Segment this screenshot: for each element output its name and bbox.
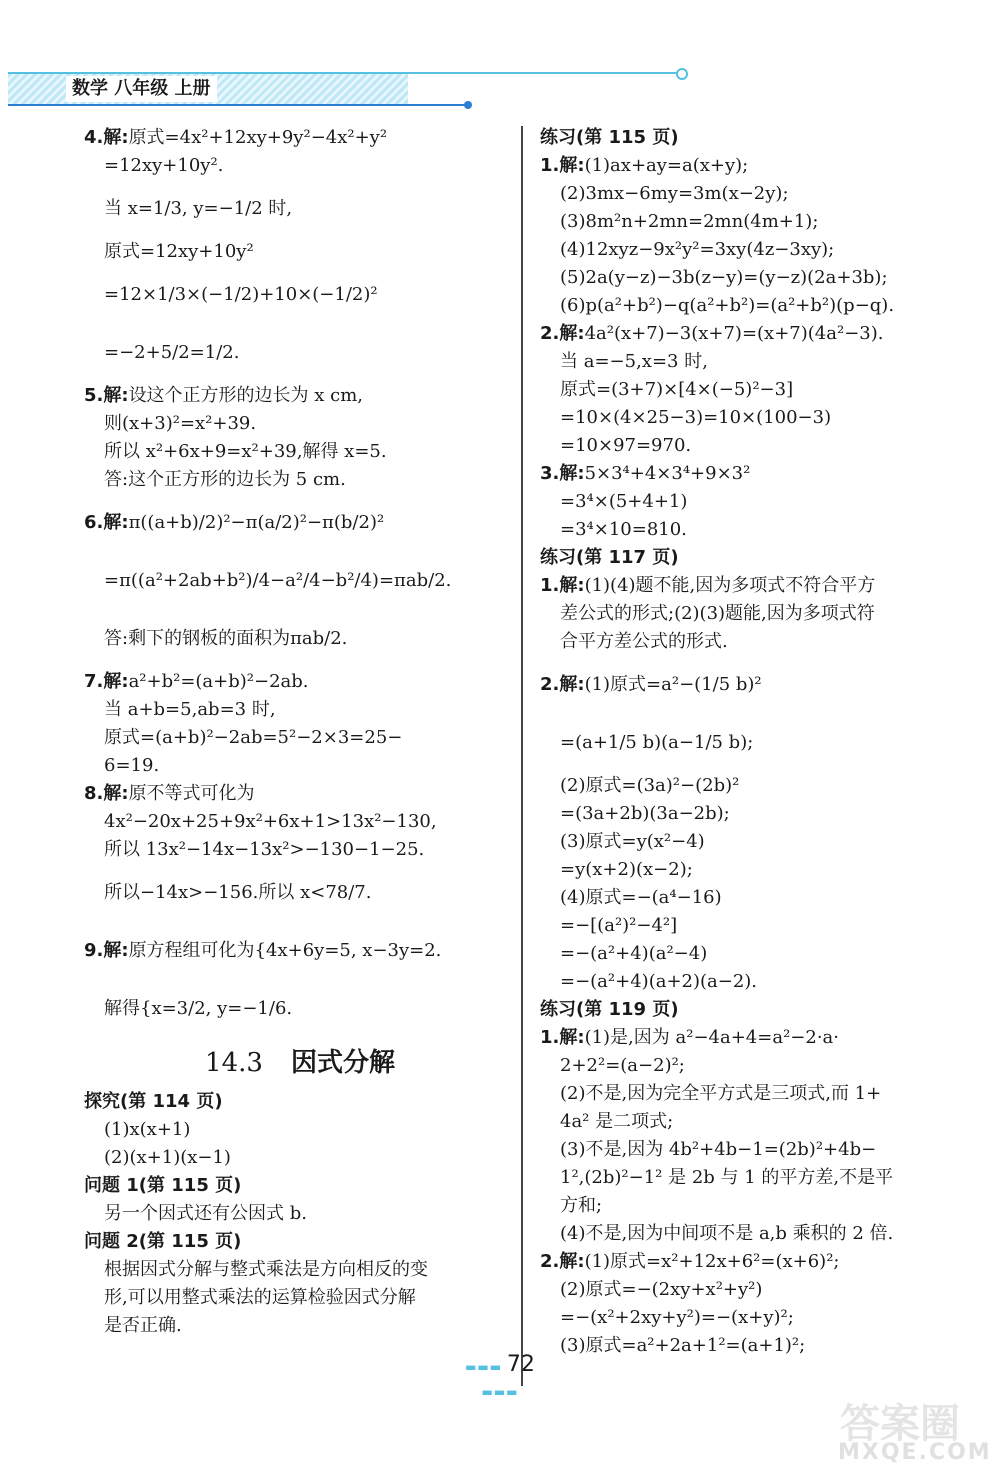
header-dot-icon [676,68,688,80]
answer-line: 4a² 是二项式; [560,1111,674,1132]
left-answers-2 [84,1088,516,1340]
answer-label: 练习(第 117 页) [540,547,679,568]
answer-text: a²+b²=(a+b)²−2ab. [128,671,309,692]
answer-line: (2)原式=−(2xy+x²+y²) [560,1279,763,1300]
answer-line [540,152,992,180]
answer-label: 1.解: [540,1027,585,1048]
answer-line: =10×(4×25−3)=10×(100−3) [560,407,832,428]
answer-line: 是否正确. [104,1315,182,1336]
answer-line [84,1172,516,1200]
answer-label: 3.解: [540,463,585,484]
answer-line: 根据因式分解与整式乘法是方向相反的变 [104,1259,428,1280]
answer-text: 5×3⁴+4×3⁴+9×3² [584,463,751,484]
answer-line: (6)p(a²+b²)−q(a²+b²)=(a²+b²)(p−q). [560,295,895,316]
answer-line: 6=19. [104,755,160,776]
answer-line: =12×1/3×(−1/2)+10×(−1/2)² [104,284,378,305]
answer-line: (2)原式=(3a)²−(2b)² [560,775,740,796]
answer-line: 方和; [560,1195,603,1216]
answer-line: (2)3mx−6my=3m(x−2y); [560,183,789,204]
answer-label: 6.解: [84,512,129,533]
answer-label: 7.解: [84,671,129,692]
answer-line [84,922,516,980]
answer-text: π((a+b)/2)²−π(a/2)²−π(b/2)² [128,512,385,533]
answer-line [84,382,516,410]
watermark-logo: 答案圈 [840,1401,960,1447]
answer-label: 9.解: [84,940,129,961]
answer-label: 练习(第 119 页) [540,999,679,1020]
answer-line: 差公式的形式;(2)(3)题能,因为多项式符 [560,603,875,624]
answer-line: 答:剩下的钢板的面积为πab/2. [104,628,348,649]
answer-label: 1.解: [540,575,585,596]
answer-label: 2.解: [540,323,585,344]
answer-line: (4)12xyz−9x²y²=3xy(4z−3xy); [560,239,835,260]
answer-line [540,320,992,348]
answer-line: =3⁴×(5+4+1) [560,491,688,512]
answer-text: (1)原式=x²+12x+6²=(x+6)²; [584,1251,840,1272]
answer-line: =3⁴×10=810. [560,519,687,540]
page-number [448,1352,552,1402]
right-answers [540,124,992,1360]
left-column [84,124,516,1340]
answer-text: (1)是,因为 a²−4a+4=a²−2·a· [584,1027,839,1048]
answer-line: 2+2²=(a−2)²; [560,1055,685,1076]
answer-line [540,656,992,714]
answer-line [84,668,516,696]
answer-line: 所以−14x>−156.所以 x<78/7. [104,882,372,903]
answer-line [84,494,516,552]
answer-label: 问题 2(第 115 页) [84,1231,242,1252]
header-dot-icon [464,101,472,109]
answer-line: =−(a²+4)(a+2)(a−2). [560,971,758,992]
answer-text: (1)(4)题不能,因为多项式不符合平方 [584,575,876,596]
answer-line: 原式=(a+b)²−2ab=5²−2×3=25− [104,727,403,748]
answer-line: 4x²−20x+25+9x²+6x+1>13x²−130, [104,811,437,832]
answer-label: 5.解: [84,385,129,406]
answer-line: =−(a²+4)(a²−4) [560,943,708,964]
answer-line: 所以 x²+6x+9=x²+39,解得 x=5. [104,441,387,462]
header-rule-bottom [8,104,468,106]
answer-label: 8.解: [84,783,129,804]
answer-line: =−[(a²)²−4²] [560,915,678,936]
answer-line: (1)x(x+1) [104,1119,191,1140]
answer-line: 1²,(2b)²−1² 是 2b 与 1 的平方差,不是平 [560,1167,894,1188]
answer-line: (2)不是,因为完全平方式是三项式,而 1+ [560,1083,882,1104]
answer-line: 答:这个正方形的边长为 5 cm. [104,469,346,490]
answer-line: 形,可以用整式乘法的运算检验因式分解 [104,1287,416,1308]
answer-text: 设这个正方形的边长为 x cm, [128,385,364,406]
answer-line: =(a+1/5 b)(a−1/5 b); [560,732,754,753]
right-column [540,124,992,1360]
section-heading [84,1042,516,1084]
answer-line: (4)不是,因为中间项不是 a,b 乘积的 2 倍. [560,1223,894,1244]
answer-line: 则(x+3)²=x²+39. [104,413,257,434]
answer-label: 问题 1(第 115 页) [84,1175,242,1196]
answer-line: 原式=(3+7)×[4×(−5)²−3] [560,379,794,400]
answer-line: (3)8m²n+2mn=2mn(4m+1); [560,211,819,232]
answer-line [540,460,992,488]
page-deco-icon: ▬▬▬ [481,1385,519,1399]
answer-line: (4)原式=−(a⁴−16) [560,887,722,908]
answer-label: 4.解: [84,127,129,148]
answer-text: (1)原式=a²−(1/5 b)² [584,674,762,695]
answer-line: =(3a+2b)(3a−2b); [560,803,730,824]
answer-line [84,780,516,808]
answer-line: (3)原式=a²+2a+1²=(a+1)²; [560,1335,806,1356]
answer-line [540,1024,992,1052]
watermark-url: MXQE.COM [838,1440,992,1465]
answer-label: 练习(第 115 页) [540,127,679,148]
answer-line: 合平方差公式的形式. [560,631,728,652]
answer-line: =π((a²+2ab+b²)/4−a²/4−b²/4)=πab/2. [104,570,452,591]
answer-line: 解得{x=3/2, y=−1/6. [104,998,293,1019]
answer-line [540,544,992,572]
answer-line: =10×97=970. [560,435,692,456]
answer-label: 探究(第 114 页) [84,1091,223,1112]
section-number: 14.3 [205,1048,263,1078]
answer-text: 原不等式可化为 [128,783,255,804]
answer-line [84,1088,516,1116]
answer-line [540,572,992,600]
answer-line: =−(x²+2xy+y²)=−(x+y)²; [560,1307,794,1328]
page-number-text: 72 [506,1352,535,1377]
answer-line [84,1228,516,1256]
answer-line [540,1248,992,1276]
answer-line: =12xy+10y². [104,155,224,176]
page-deco-icon: ▬▬▬ [465,1360,507,1374]
answer-line: =−2+5/2=1/2. [104,342,240,363]
answer-line: (3)不是,因为 4b²+4b−1=(2b)²+4b− [560,1139,877,1160]
answer-line: 所以 13x²−14x−13x²>−130−1−25. [104,839,425,860]
answer-text: 原方程组可化为{4x+6y=5, x−3y=2. [128,940,442,961]
section-title: 因式分解 [290,1048,395,1078]
answer-label: 2.解: [540,674,585,695]
answer-text: (1)ax+ay=a(x+y); [584,155,749,176]
answer-label: 1.解: [540,155,585,176]
answer-label: 2.解: [540,1251,585,1272]
answer-line: =y(x+2)(x−2); [560,859,693,880]
answer-text: 4a²(x+7)−3(x+7)=(x+7)(4a²−3). [584,323,884,344]
answer-line [540,124,992,152]
answer-line: 当 a=−5,x=3 时, [560,351,708,372]
column-divider [521,126,523,1386]
answer-line: 当 a+b=5,ab=3 时, [104,699,276,720]
answer-line: 当 x=1/3, y=−1/2 时, [104,198,293,219]
answer-line: (2)(x+1)(x−1) [104,1147,231,1168]
answer-line: (5)2a(y−z)−3b(z−y)=(y−z)(2a+3b); [560,267,888,288]
answer-line [84,124,516,152]
answer-line: 另一个因式还有公因式 b. [104,1203,307,1224]
answer-line: (3)原式=y(x²−4) [560,831,705,852]
answer-text: 原式=4x²+12xy+9y²−4x²+y² [128,127,388,148]
book-title: 数学 八年级 上册 [66,76,217,102]
answer-line: 原式=12xy+10y² [104,241,254,262]
left-answers [84,124,516,1038]
answer-line [540,996,992,1024]
